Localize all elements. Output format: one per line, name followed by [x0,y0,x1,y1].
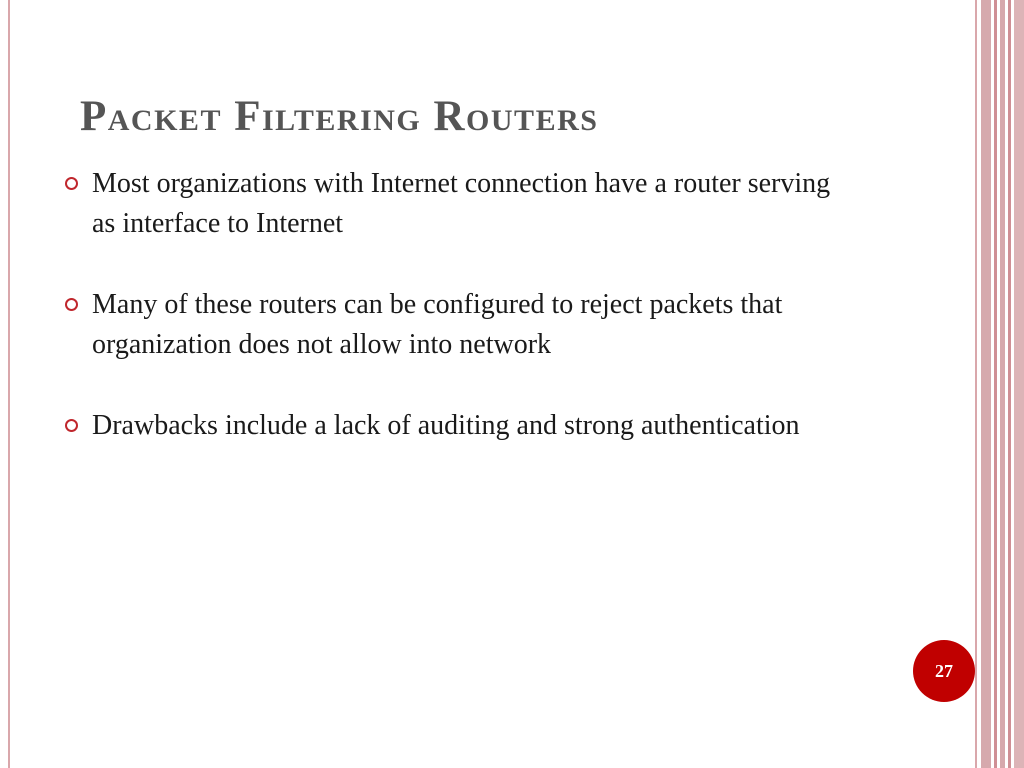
bullet-text: Most organizations with Internet connection have a router serving as interface to Internet [92,168,831,239]
decorative-stripe [1014,0,1024,768]
hollow-circle-bullet-icon [65,177,78,190]
bullet-item [60,406,860,446]
bullet-item [60,164,860,244]
page-number-badge [913,640,975,702]
bullet-item [60,285,860,365]
bullet-text: Many of these routers can be configured to reject packets that organization does not allow into network [92,289,783,360]
page-number: 27 [935,660,953,681]
slide-title: Packet Filtering Routers [80,93,599,140]
decorative-stripe [994,0,997,768]
left-border-line [8,0,10,768]
bullet-list [60,164,860,446]
hollow-circle-bullet-icon [65,298,78,311]
hollow-circle-bullet-icon [65,419,78,432]
bullet-text: Drawbacks include a lack of auditing and strong authentication [92,410,800,441]
decorative-stripe [1008,0,1011,768]
decorative-stripe [981,0,991,768]
decorative-stripe [1000,0,1005,768]
decorative-stripe [975,0,977,768]
